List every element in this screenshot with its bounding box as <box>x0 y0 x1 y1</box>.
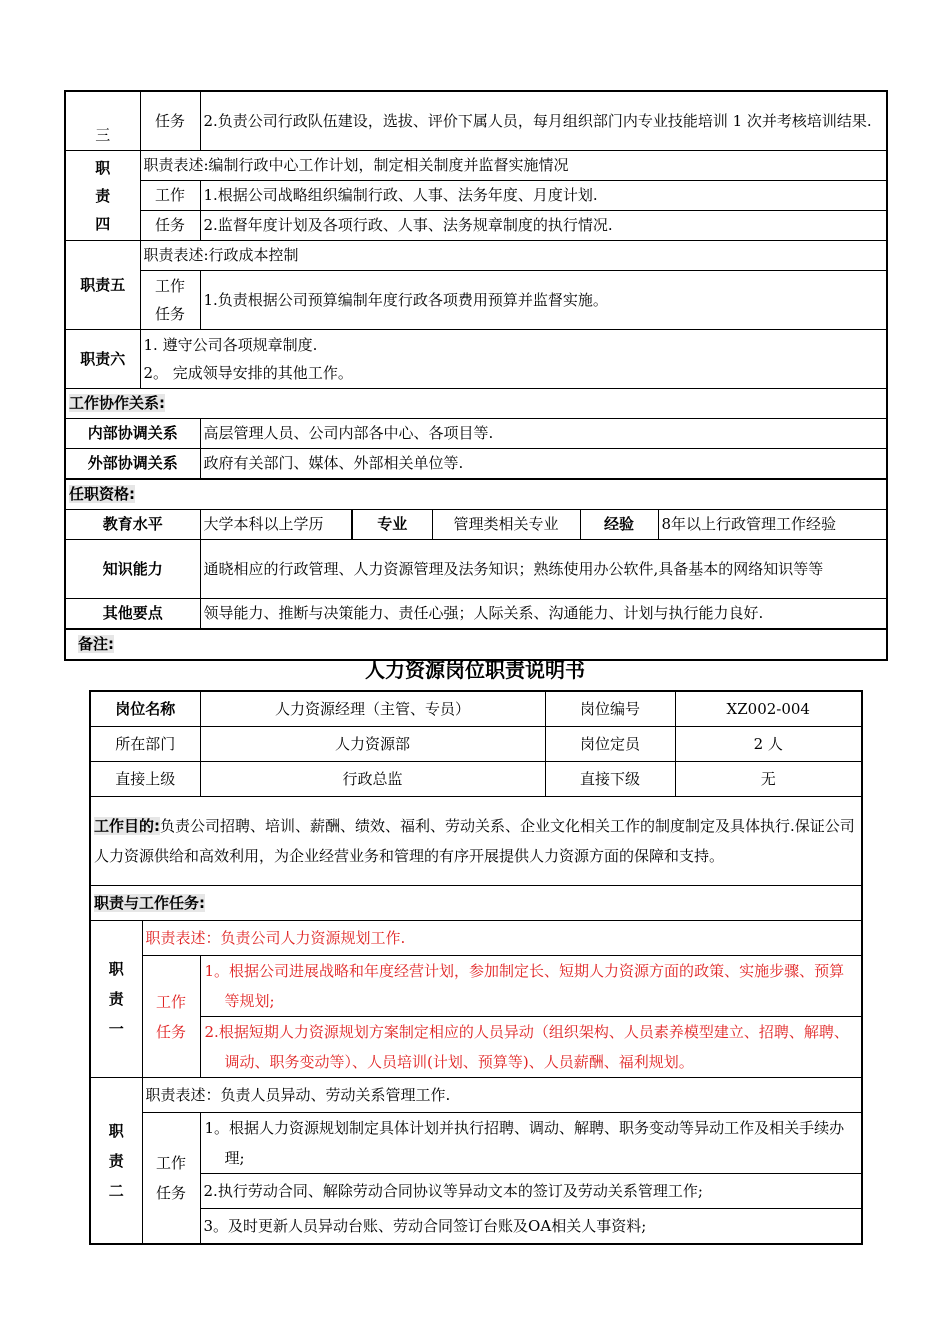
duty1-desc: 职责表述：负责公司人力资源规划工作. <box>142 921 862 956</box>
position-code-label: 岗位编号 <box>545 691 675 727</box>
major-label: 专业 <box>352 510 432 540</box>
duties-header: 职责与工作任务: <box>90 886 862 921</box>
duty2-task-3: 3。及时更新人员异动台账、劳动合同签订台账及OA相关人事资料; <box>200 1209 862 1245</box>
duty5-label: 职责五 <box>65 241 140 330</box>
purpose-row <box>90 797 862 886</box>
duty3-label: 三 <box>65 91 140 151</box>
exp-label: 经验 <box>580 510 658 540</box>
duty4-task-1: 1.根据公司战略组织编制行政、人事、法务年度、月度计划. <box>200 181 887 211</box>
position-name-label: 岗位名称 <box>90 691 200 727</box>
duty4-label: 职 责 四 <box>65 151 140 241</box>
subordinate-label: 直接下级 <box>545 762 675 797</box>
quota-value: 2 人 <box>675 727 862 762</box>
duty4-desc: 职责表述:编制行政中心工作计划，制定相关制度并监督实施情况 <box>140 151 887 181</box>
duty4-desc-row <box>65 151 887 181</box>
edu-value: 大学本科以上学历 <box>200 510 352 540</box>
task-label: 工作 任务 <box>142 956 200 1078</box>
hr-duties-table <box>89 690 863 1245</box>
duty5-task: 1.负责根据公司预算编制年度行政各项费用预算并监督实施。 <box>200 271 887 330</box>
dept-value: 人力资源部 <box>200 727 545 762</box>
purpose-text: 负责公司招聘、培训、薪酬、绩效、福利、劳动关系、企业文化相关工作的制度制定及具体执行.保证公司人力资源供给和高效利用，为企业经营业务和管理的有序开展提供人力资源方面的保障和支持。 <box>94 817 855 865</box>
internal-label: 内部协调关系 <box>65 419 200 449</box>
superior-value: 行政总监 <box>200 762 545 797</box>
duty5-desc: 职责表述:行政成本控制 <box>140 241 887 271</box>
duty1-task-1: 1。根据公司进展战略和年度经营计划，参加制定长、短期人力资源方面的政策、实施步骤、预算等规划; <box>200 956 862 1017</box>
duty3-task-row <box>65 91 887 151</box>
purpose-label: 工作目的: <box>94 817 160 835</box>
quota-label: 岗位定员 <box>545 727 675 762</box>
duty6-label: 职责六 <box>65 330 140 389</box>
external-value: 政府有关部门、媒体、外部相关单位等. <box>200 449 887 480</box>
task-label: 任务 <box>140 91 200 151</box>
duty4-task-2: 2.监督年度计划及各项行政、人事、法务规章制度的执行情况. <box>200 211 887 241</box>
position-name: 人力资源经理（主管、专员） <box>200 691 545 727</box>
knowledge-value: 通晓相应的行政管理、人力资源管理及法务知识；熟练使用办公软件,具备基本的网络知识等等 <box>200 540 887 599</box>
duty2-label: 职 责 二 <box>90 1078 142 1245</box>
major-value: 管理类相关专业 <box>432 510 580 540</box>
subordinate-value: 无 <box>675 762 862 797</box>
cooperation-header: 工作协作关系: <box>65 389 887 419</box>
duty2-desc: 职责表述：负责人员异动、劳动关系管理工作. <box>142 1078 862 1113</box>
duty2-task-2: 2.执行劳动合同、解除劳动合同协议等异动文本的签订及劳动关系管理工作; <box>200 1174 862 1209</box>
task-label-2: 任务 <box>140 211 200 241</box>
task-label: 工作 任务 <box>140 271 200 330</box>
duty2-task-1: 1。根据人力资源规划制定具体计划并执行招聘、调动、解聘、职务变动等异动工作及相关手续办理; <box>200 1113 862 1174</box>
page-title: 人力资源岗位职责说明书 <box>365 658 585 682</box>
position-code: XZ002-004 <box>675 691 862 727</box>
dept-label: 所在部门 <box>90 727 200 762</box>
duty3-task: 2.负责公司行政队伍建设，选拔、评价下属人员，每月组织部门内专业技能培训 1 次并考核培训结果. <box>200 91 887 151</box>
superior-label: 直接上级 <box>90 762 200 797</box>
exp-value: 8年以上行政管理工作经验 <box>658 510 887 540</box>
task-label-1: 工作 <box>140 181 200 211</box>
knowledge-label: 知识能力 <box>65 540 200 599</box>
duty1-label: 职 责 一 <box>90 921 142 1078</box>
internal-value: 高层管理人员、公司内部各中心、各项目等. <box>200 419 887 449</box>
duty6-items: 1. 遵守公司各项规章制度. 2。 完成领导安排的其他工作。 <box>140 330 887 389</box>
external-label: 外部协调关系 <box>65 449 200 480</box>
remark-row: 备注: <box>65 629 887 660</box>
admin-duties-table <box>64 90 888 661</box>
other-label: 其他要点 <box>65 599 200 630</box>
qualification-header: 任职资格: <box>65 479 887 510</box>
other-value: 领导能力、推断与决策能力、责任心强；人际关系、沟通能力、计划与执行能力良好. <box>200 599 887 630</box>
edu-label: 教育水平 <box>65 510 200 540</box>
duty1-task-2: 2.根据短期人力资源规划方案制定相应的人员异动（组织架构、人员素养模型建立、招聘、解聘、调动、职务变动等）、人员培训(计划、预算等)、人员薪酬、福利规划。 <box>200 1017 862 1078</box>
task-label: 工作 任务 <box>142 1113 200 1245</box>
